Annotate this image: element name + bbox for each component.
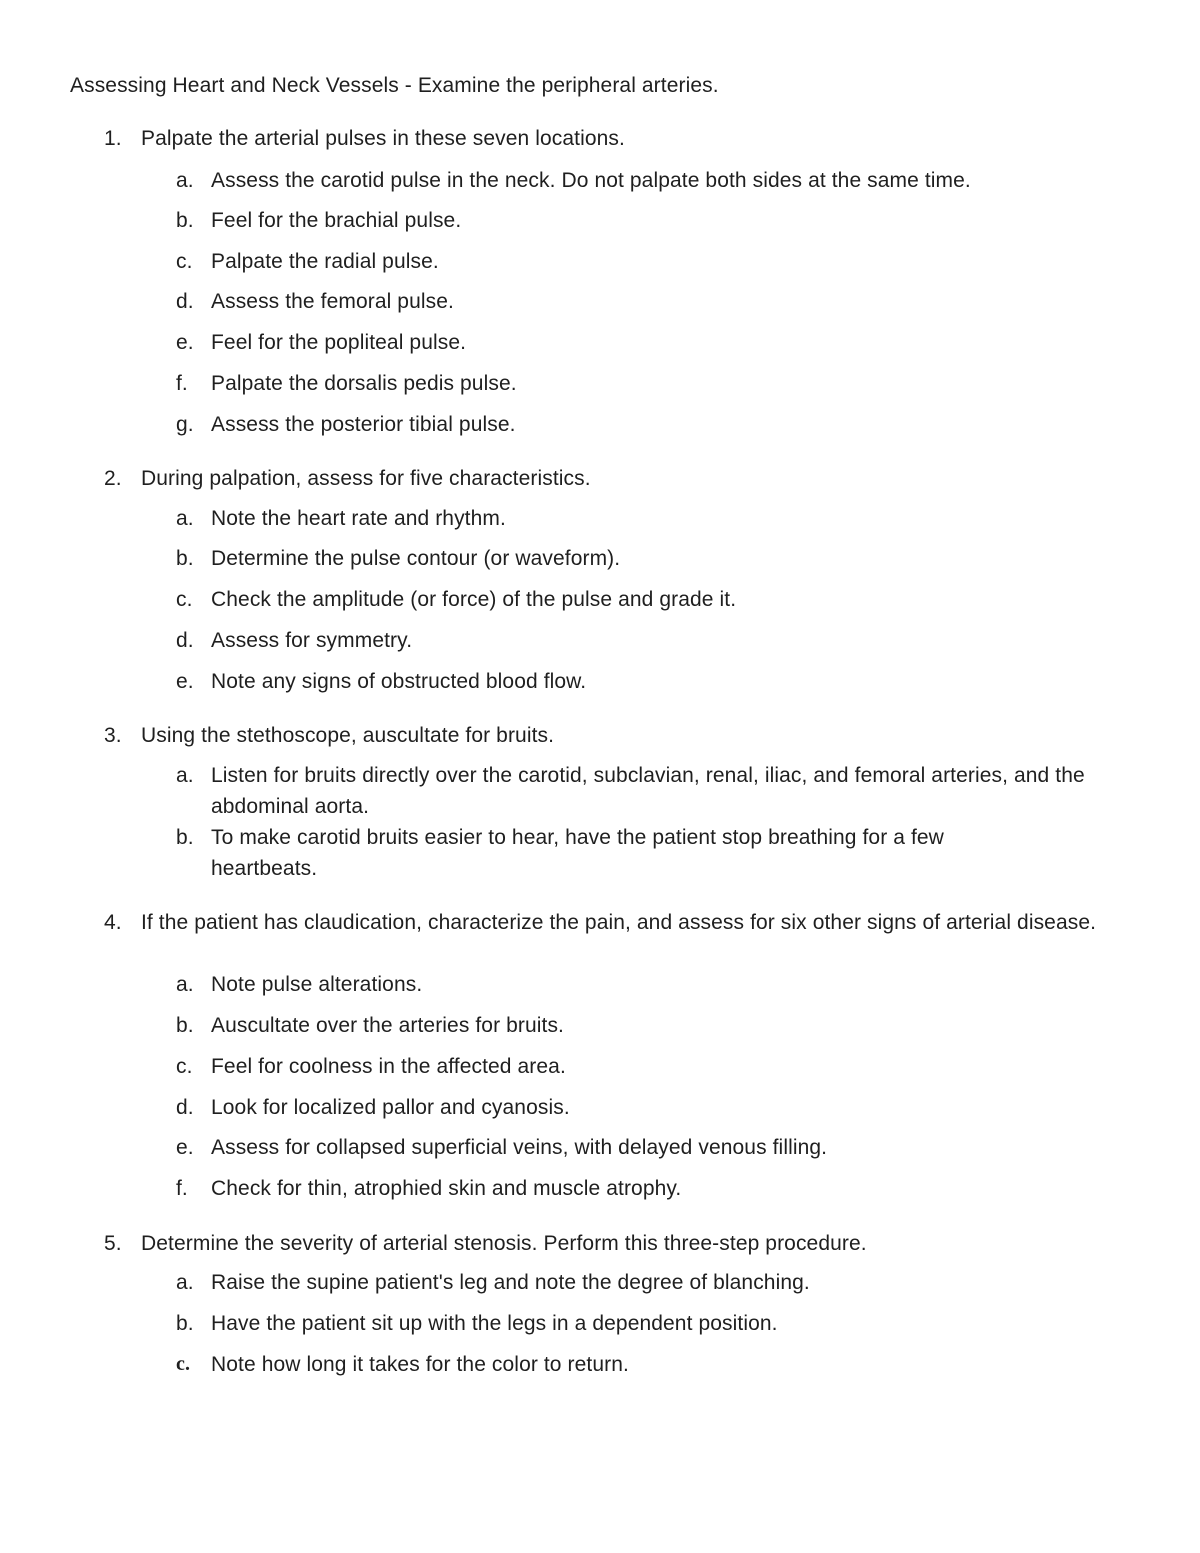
item-text: Look for localized pallor and cyanosis. xyxy=(211,1096,570,1119)
step-number: 2. xyxy=(104,467,122,490)
item-text: Determine the pulse contour (or waveform). xyxy=(211,547,621,570)
step-text: During palpation, assess for five characteristics. xyxy=(141,467,591,490)
item-text: Assess for symmetry. xyxy=(211,629,413,652)
item-letter: c. xyxy=(176,588,193,611)
item-text: Auscultate over the arteries for bruits. xyxy=(211,1014,564,1037)
step-number: 5. xyxy=(104,1232,122,1255)
step-number: 1. xyxy=(104,127,122,150)
item-letter: c. xyxy=(176,1055,193,1078)
item-text: Check the amplitude (or force) of the pulse and grade it. xyxy=(211,588,737,611)
item-letter: d. xyxy=(176,1096,194,1119)
item-letter: e. xyxy=(176,1136,194,1159)
step-text: If the patient has claudication, characterize the pain, and assess for six other signs of arterial disease. xyxy=(141,911,1097,934)
document-title: Assessing Heart and Neck Vessels - Examine the peripheral arteries. xyxy=(70,74,719,97)
item-letter: a. xyxy=(176,973,194,996)
item-text: Feel for the brachial pulse. xyxy=(211,209,462,232)
item-text: Note the heart rate and rhythm. xyxy=(211,507,506,530)
item-letter: b. xyxy=(176,1312,194,1335)
step-number: 3. xyxy=(104,724,122,747)
item-letter: e. xyxy=(176,670,194,693)
step-text: Palpate the arterial pulses in these seven locations. xyxy=(141,127,625,150)
item-text: Raise the supine patient's leg and note the degree of blanching. xyxy=(211,1271,810,1294)
item-text: Assess the femoral pulse. xyxy=(211,290,454,313)
item-letter: c. xyxy=(176,1353,191,1375)
item-text: Note any signs of obstructed blood flow. xyxy=(211,670,587,693)
item-letter: d. xyxy=(176,629,194,652)
item-text: Check for thin, atrophied skin and muscle atrophy. xyxy=(211,1177,682,1200)
item-letter: d. xyxy=(176,290,194,313)
item-text: Note how long it takes for the color to return. xyxy=(211,1353,629,1376)
item-text: Feel for coolness in the affected area. xyxy=(211,1055,566,1078)
item-text: Palpate the dorsalis pedis pulse. xyxy=(211,372,517,395)
item-letter: e. xyxy=(176,331,194,354)
item-text: Have the patient sit up with the legs in a dependent position. xyxy=(211,1312,778,1335)
item-letter: c. xyxy=(176,250,193,273)
step-text: Using the stethoscope, auscultate for bruits. xyxy=(141,724,555,747)
item-letter: b. xyxy=(176,826,194,849)
item-letter: b. xyxy=(176,1014,194,1037)
step-text: Determine the severity of arterial stenosis. Perform this three-step procedure. xyxy=(141,1232,867,1255)
item-text: To make carotid bruits easier to hear, have the patient stop breathing for a few heartbeats. xyxy=(211,826,944,880)
item-letter: b. xyxy=(176,209,194,232)
item-text: Assess the carotid pulse in the neck. Do not palpate both sides at the same time. xyxy=(211,169,971,192)
item-letter: a. xyxy=(176,1271,194,1294)
item-letter: a. xyxy=(176,507,194,530)
item-text: Palpate the radial pulse. xyxy=(211,250,439,273)
item-letter: f. xyxy=(176,1177,188,1200)
item-text: Note pulse alterations. xyxy=(211,973,423,996)
item-text: Listen for bruits directly over the carotid, subclavian, renal, iliac, and femoral arteries, and the abdominal aorta. xyxy=(211,764,1085,818)
item-text: Assess for collapsed superficial veins, with delayed venous filling. xyxy=(211,1136,828,1159)
item-letter: a. xyxy=(176,764,194,787)
item-text: Assess the posterior tibial pulse. xyxy=(211,413,516,436)
item-letter: b. xyxy=(176,547,194,570)
item-letter: g. xyxy=(176,413,194,436)
item-letter: f. xyxy=(176,372,188,395)
item-letter: a. xyxy=(176,169,194,192)
step-number: 4. xyxy=(104,911,122,934)
item-text: Feel for the popliteal pulse. xyxy=(211,331,467,354)
